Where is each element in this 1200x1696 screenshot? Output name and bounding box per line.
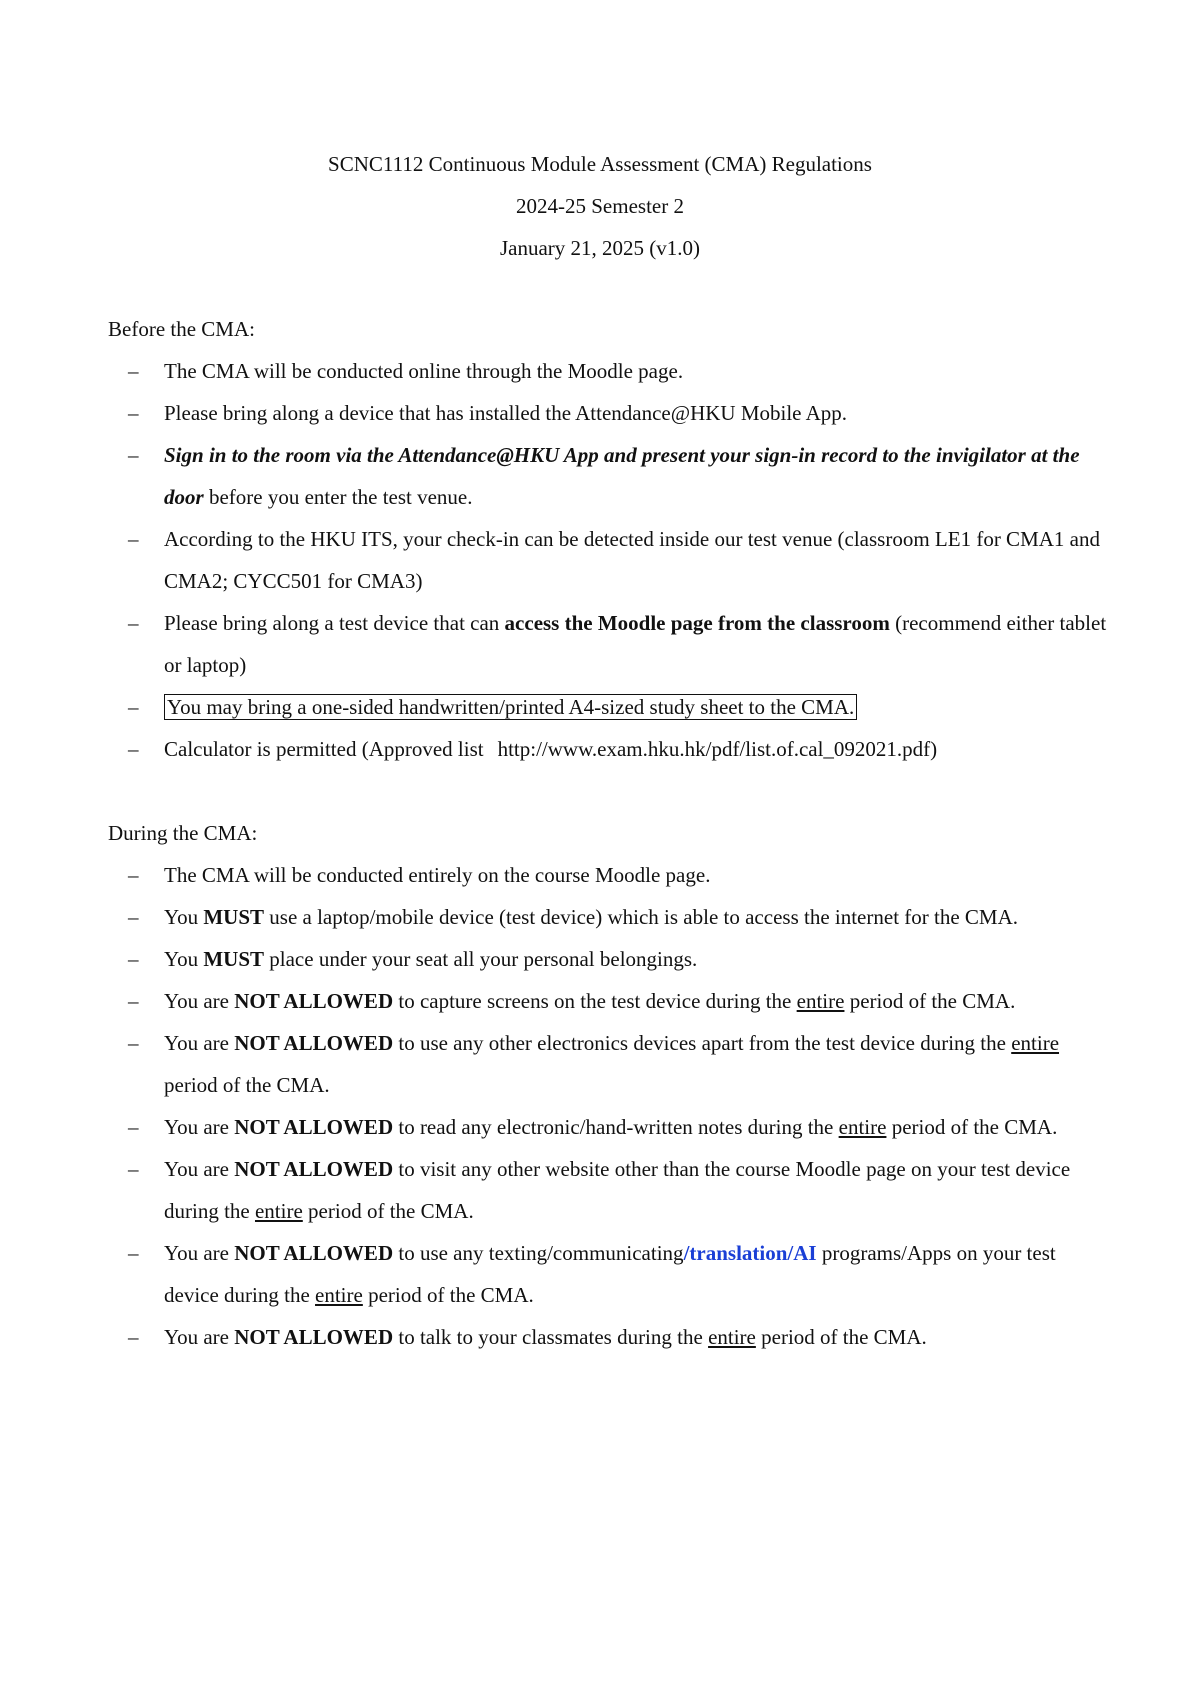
list-item bbox=[108, 392, 1108, 434]
emphasis-text: NOT ALLOWED bbox=[234, 1157, 394, 1181]
item-text: place under your seat all your personal belongings. bbox=[264, 947, 698, 971]
highlighted-text: /translation/AI bbox=[683, 1241, 817, 1265]
emphasis-text: access the Moodle page from the classroom bbox=[504, 611, 890, 635]
underlined-text: entire bbox=[838, 1115, 887, 1139]
list-item bbox=[108, 350, 1108, 392]
item-text: programs/Apps on your test device during the bbox=[164, 1241, 1056, 1307]
version-date: January 21, 2025 (v1.0) bbox=[499, 236, 701, 260]
item-text: to talk to your classmates during the bbox=[393, 1325, 709, 1349]
item-text: period of the CMA. bbox=[164, 1073, 330, 1097]
dash-bullet: – bbox=[128, 737, 139, 761]
dash-bullet: – bbox=[128, 863, 139, 887]
item-text: period of the CMA. bbox=[844, 989, 1016, 1013]
boxed-note: You may bring a one-sided handwritten/printed A4-sized study sheet to the CMA. bbox=[164, 694, 857, 720]
list-item bbox=[108, 728, 1108, 770]
dash-bullet: – bbox=[128, 1031, 139, 1055]
item-text: to capture screens on the test device during the bbox=[393, 989, 797, 1013]
item-text: Please bring along a test device that can bbox=[164, 611, 505, 635]
item-text: The CMA will be conducted entirely on the course Moodle page. bbox=[164, 863, 711, 887]
emphasis-text: Sign in to the room via the Attendance@HKU App and present your sign-in record to the invigilator at the door bbox=[164, 443, 1080, 509]
list-item bbox=[108, 602, 1108, 686]
dash-bullet: – bbox=[128, 527, 139, 551]
item-text: period of the CMA. bbox=[755, 1325, 927, 1349]
item-text: You are bbox=[164, 1031, 235, 1055]
dash-bullet: – bbox=[128, 1157, 139, 1181]
list-item bbox=[108, 518, 1108, 602]
underlined-text: entire bbox=[315, 1283, 363, 1307]
item-text: The CMA will be conducted online through the Moodle page. bbox=[164, 359, 684, 383]
dash-bullet: – bbox=[128, 443, 139, 467]
document-header bbox=[0, 143, 1200, 269]
dash-bullet: – bbox=[128, 989, 139, 1013]
emphasis-text: NOT ALLOWED bbox=[234, 989, 394, 1013]
item-text: period of the CMA. bbox=[886, 1115, 1058, 1139]
dash-bullet: – bbox=[128, 611, 139, 635]
emphasis-text: MUST bbox=[203, 905, 265, 929]
list-item bbox=[108, 854, 1108, 896]
underlined-text: entire bbox=[254, 1199, 303, 1223]
item-text: period of the CMA. bbox=[362, 1283, 534, 1307]
before-cma-list bbox=[108, 350, 1108, 770]
item-text: period of the CMA. bbox=[302, 1199, 474, 1223]
item-text: (recommend either tablet or laptop) bbox=[164, 611, 1107, 677]
list-item bbox=[108, 1106, 1108, 1148]
item-text: to read any electronic/hand-written notes during the bbox=[393, 1115, 839, 1139]
dash-bullet: – bbox=[128, 1325, 139, 1349]
semester-line: 2024-25 Semester 2 bbox=[516, 194, 684, 218]
emphasis-text: NOT ALLOWED bbox=[234, 1115, 394, 1139]
underlined-text: entire bbox=[1011, 1031, 1060, 1055]
item-text: You are bbox=[164, 1157, 235, 1181]
emphasis-text: NOT ALLOWED bbox=[234, 1031, 394, 1055]
dash-bullet: – bbox=[128, 947, 139, 971]
before-cma-section bbox=[108, 308, 1108, 770]
during-cma-section bbox=[108, 812, 1108, 1358]
during-cma-list bbox=[108, 854, 1108, 1358]
list-item bbox=[108, 1022, 1108, 1106]
dash-bullet: – bbox=[128, 1241, 139, 1265]
during-cma-heading: During the CMA: bbox=[108, 821, 258, 845]
list-item bbox=[108, 434, 1108, 518]
item-text: You are bbox=[164, 1115, 235, 1139]
item-text: You bbox=[164, 947, 204, 971]
item-text: You are bbox=[164, 989, 235, 1013]
dash-bullet: – bbox=[128, 401, 139, 425]
emphasis-text: MUST bbox=[203, 947, 265, 971]
item-text: to visit any other website other than the course Moodle page on your test device during the bbox=[164, 1157, 1071, 1223]
item-text: You are bbox=[164, 1325, 235, 1349]
before-cma-heading: Before the CMA: bbox=[108, 317, 255, 341]
item-text: You are bbox=[164, 1241, 235, 1265]
list-item bbox=[108, 938, 1108, 980]
underlined-text: entire bbox=[796, 989, 845, 1013]
item-text: to use any texting/communicating bbox=[393, 1241, 684, 1265]
list-item bbox=[108, 686, 1108, 728]
list-item bbox=[108, 1316, 1108, 1358]
item-text: use a laptop/mobile device (test device) which is able to access the internet for the CMA. bbox=[264, 905, 1019, 929]
calculator-list-link[interactable]: http://www.exam.hku.hk/pdf/list.of.cal_092021.pdf) bbox=[497, 737, 938, 761]
item-text: Please bring along a device that has installed the Attendance@HKU Mobile App. bbox=[164, 401, 848, 425]
item-text: before you enter the test venue. bbox=[203, 485, 473, 509]
list-item bbox=[108, 896, 1108, 938]
list-item bbox=[108, 1232, 1108, 1316]
dash-bullet: – bbox=[128, 359, 139, 383]
dash-bullet: – bbox=[128, 695, 139, 719]
dash-bullet: – bbox=[128, 1115, 139, 1139]
item-text: You bbox=[164, 905, 204, 929]
emphasis-text: NOT ALLOWED bbox=[234, 1241, 394, 1265]
list-item bbox=[108, 980, 1108, 1022]
list-item bbox=[108, 1148, 1108, 1232]
document-title: SCNC1112 Continuous Module Assessment (CMA) Regulations bbox=[328, 152, 872, 176]
dash-bullet: – bbox=[128, 905, 139, 929]
item-text: Calculator is permitted (Approved list bbox=[164, 737, 484, 761]
item-text: According to the HKU ITS, your check-in can be detected inside our test venue (classroom LE1 for CMA1 and CMA2; CYCC501 for CMA3) bbox=[164, 527, 1100, 593]
underlined-text: entire bbox=[708, 1325, 756, 1349]
emphasis-text: NOT ALLOWED bbox=[234, 1325, 394, 1349]
item-text: to use any other electronics devices apart from the test device during the bbox=[393, 1031, 1012, 1055]
